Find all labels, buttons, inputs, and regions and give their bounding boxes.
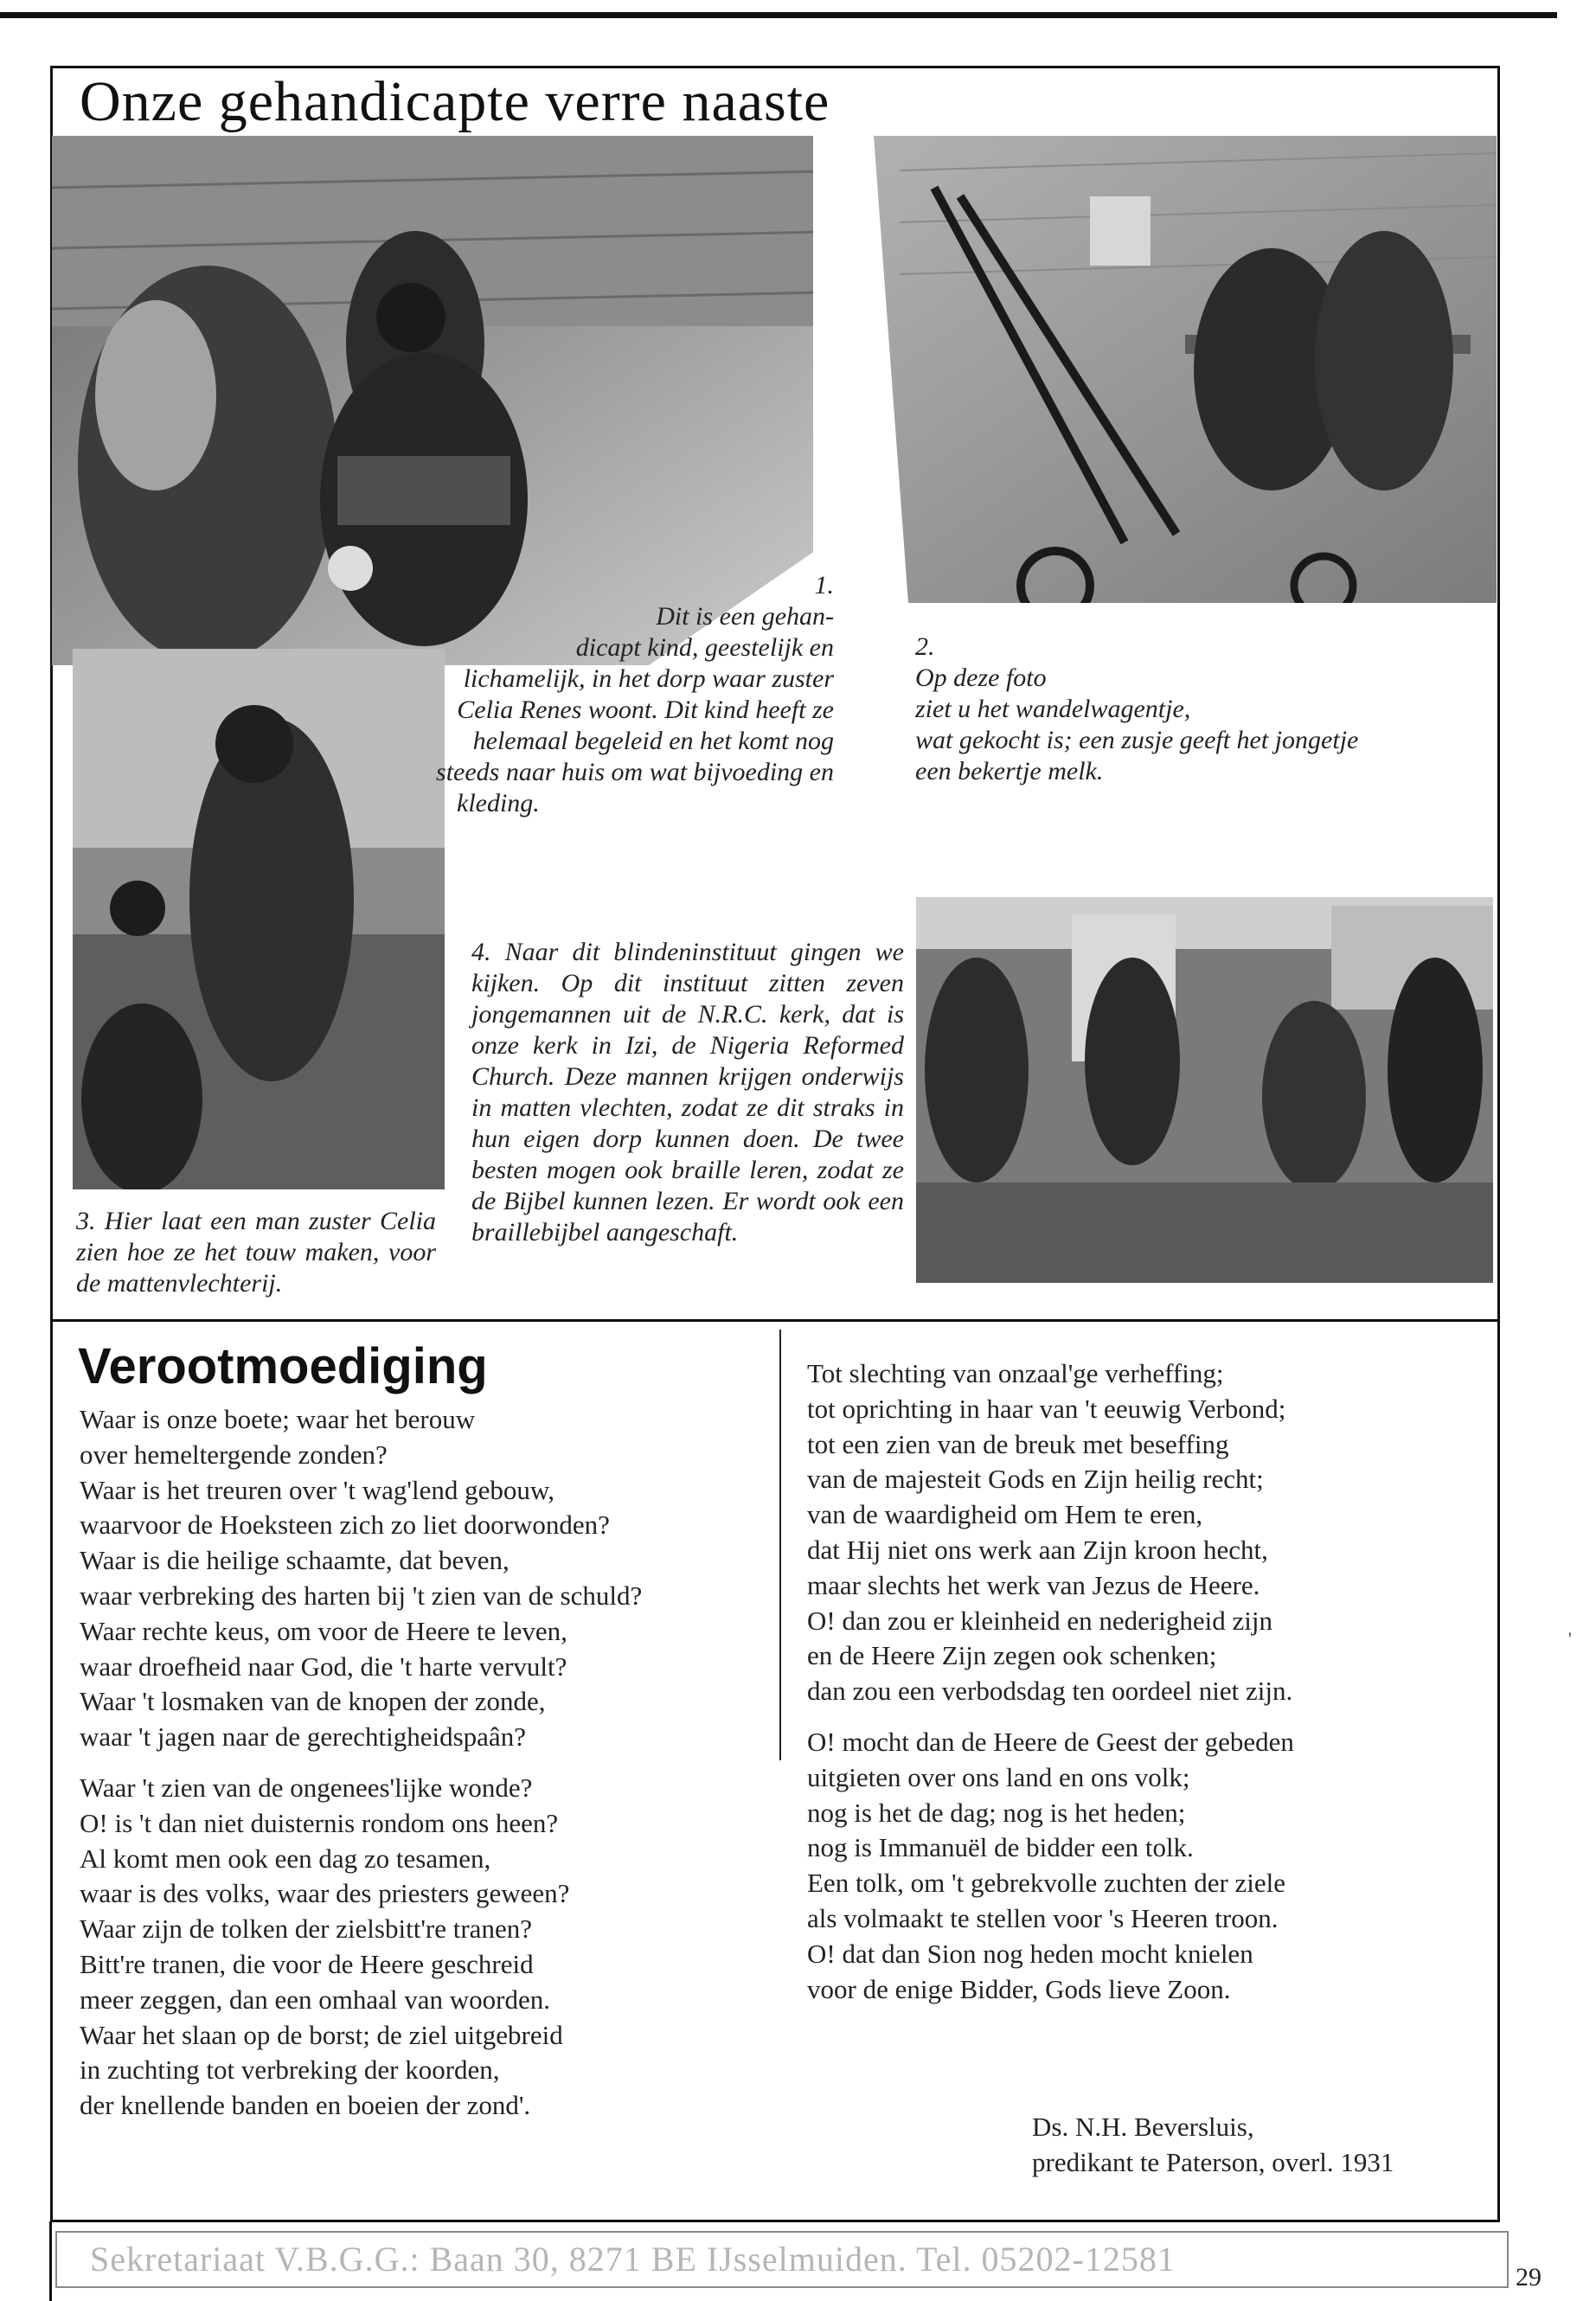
poem-line: meer zeggen, dan een omhaal van woorden. (80, 1984, 550, 2015)
poem-line: in zuchting tot verbreking der koorden, (80, 2054, 500, 2086)
caption-2-line: een bekertje melk. (915, 757, 1104, 785)
poem-line: O! dat dan Sion nog heden mocht knielen (807, 1938, 1253, 1969)
caption-1 (424, 570, 834, 601)
poem-line: Waar is het treuren over 't wag'lend gebouw, (80, 1474, 554, 1505)
caption-1-text (424, 601, 834, 819)
photo-3 (73, 649, 445, 1189)
signature-role: predikant te Paterson, overl. 1931 (1032, 2147, 1394, 2177)
stanza-gap (807, 1709, 1294, 1725)
page-number: 29 (1516, 2263, 1542, 2291)
poem-left-column (80, 1402, 642, 2124)
poem-line: en de Heere Zijn zegen ook schenken; (807, 1640, 1217, 1671)
poem-line: Een tolk, om 't gebrekvolle zuchten der ziele (807, 1868, 1286, 1899)
poem-line: tot een zien van de breuk met beseffing (807, 1428, 1229, 1459)
margin-mark: ' (1568, 1628, 1572, 1650)
photo-4-image (916, 897, 1493, 1283)
poem-line: Waar rechte keus, om voor de Heere te leven, (80, 1615, 567, 1646)
caption-2 (915, 631, 1469, 787)
caption-4 (471, 937, 904, 1248)
poem-line: Tot slechting van onzaal'ge verheffing; (807, 1358, 1224, 1388)
poem-line: Waar zijn de tolken der zielsbitt're tranen? (80, 1913, 532, 1945)
poem-title: Verootmoediging (78, 1338, 488, 1394)
poem-line: maar slechts het werk van Jezus de Heere. (807, 1569, 1260, 1600)
caption-2-line: Op deze foto (915, 663, 1047, 692)
caption-4-text: 4. Naar dit blindeninstituut gingen we kijken. Op dit instituut zitten zeven jongemannen uit de N.R.C. kerk, dat is onze kerk in Izi, de Nigeria Reformed Church. Deze mannen krijgen onderwijs in matten vlechten, zodat ze dit straks in hun eigen dorp kunnen doen. De twee besten mogen ook braille leren, zodat ze de Bijbel kunnen lezen. Er wordt ook een braillebijbel aangeschaft. (471, 938, 904, 1247)
caption-2-number: 2. (915, 632, 935, 661)
caption-1-line: helemaal begeleid en het komt nog (472, 727, 834, 755)
poem-line: als volmaakt te stellen voor 's Heeren troon. (807, 1902, 1279, 1933)
poem-line: Waar 't losmaken van de knopen der zonde, (80, 1686, 546, 1717)
poem-line: van de waardigheid om Hem te eren, (807, 1499, 1203, 1530)
poem-right-column (807, 1356, 1294, 2007)
footer-box (55, 2231, 1509, 2288)
caption-1-line: lichamelijk, in het dorp waar zuster (463, 664, 834, 693)
caption-1-number: 1. (814, 571, 834, 599)
poem-line: tot oprichting in haar van 't eeuwig Verbond; (807, 1393, 1286, 1424)
caption-1-line: kleding. (457, 789, 540, 817)
left-margin-rule (49, 2221, 52, 2301)
caption-1-line: dicapt kind, geestelijk en (575, 633, 834, 662)
poem-line: Al komt men ook een dag zo tesamen, (80, 1843, 491, 1874)
photo-2 (813, 136, 1497, 603)
poem-line: waar verbreking des harten bij 't zien van de schuld? (80, 1580, 643, 1611)
poem-line: Waar het slaan op de borst; de ziel uitgebreid (80, 2019, 563, 2050)
poem-line: Bitt're tranen, die voor de Heere geschreid (80, 1948, 534, 1979)
photo-3-image (73, 649, 445, 1189)
poem-line: voor de enige Bidder, Gods lieve Zoon. (807, 1973, 1231, 2004)
caption-3 (76, 1206, 436, 1299)
poem-line: waar droefheid naar God, die 't harte vervult? (80, 1650, 567, 1682)
caption-2-line: ziet u het wandelwagentje, (915, 695, 1191, 723)
poem-line: O! dan zou er kleinheid en nederigheid zijn (807, 1605, 1272, 1636)
photo-4 (916, 897, 1493, 1283)
poem-line: waar is des volks, waar des priesters geween? (80, 1878, 570, 1909)
poem-line: waarvoor de Hoeksteen zich zo liet doorwonden? (80, 1509, 610, 1541)
poem-signature (1032, 2109, 1394, 2180)
poem-line: dat Hij niet ons werk aan Zijn kroon hecht, (807, 1534, 1268, 1565)
poem-line: van de majesteit Gods en Zijn heilig recht; (807, 1464, 1264, 1495)
poem-line: uitgieten over ons land en ons volk; (807, 1761, 1190, 1792)
poem-line: nog is het de dag; nog is het heden; (807, 1797, 1186, 1828)
poem-line: over hemeltergende zonden? (80, 1439, 388, 1470)
signature-name: Ds. N.H. Beversluis, (1032, 2112, 1254, 2142)
poem-line: O! mocht dan de Heere de Geest der gebeden (807, 1726, 1294, 1757)
caption-3-text: 3. Hier laat een man zuster Celia zien hoe ze het touw maken, voor de mattenvlechterij. (76, 1207, 436, 1298)
column-divider (779, 1330, 781, 1760)
top-rule (0, 12, 1557, 18)
poem-line: dan zou een verbodsdag ten oordeel niet zijn. (807, 1676, 1293, 1707)
caption-1-line: Celia Renes woont. Dit kind heeft ze (457, 695, 834, 724)
poem-line: waar 't jagen naar de gerechtigheidspaân? (80, 1721, 526, 1753)
caption-2-line: wat gekocht is; een zusje geeft het jongetje (915, 726, 1359, 754)
photo-2-image (813, 136, 1497, 603)
poem-line: nog is Immanuël de bidder een tolk. (807, 1832, 1194, 1863)
poem-line: Waar is onze boete; waar het berouw (80, 1404, 476, 1434)
poem-line: der knellende banden en boeien der zond'. (80, 2090, 531, 2121)
caption-1-line: steeds naar huis om wat bijvoeding en (436, 758, 834, 786)
caption-1-line: Dit is een gehan- (656, 602, 834, 631)
stanza-gap (80, 1755, 642, 1771)
poem-line: O! is 't dan niet duisternis rondom ons heen? (80, 1807, 559, 1838)
page-headline: Onze gehandicapte verre naaste (80, 70, 830, 133)
footer-contact: Sekretariaat V.B.G.G.: Baan 30, 8271 BE IJsselmuiden. Tel. 05202-12581 (90, 2240, 1176, 2279)
poem-line: Waar 't zien van de ongenees'lijke wonde? (80, 1772, 533, 1803)
poem-line: Waar is die heilige schaamte, dat beven, (80, 1545, 510, 1576)
